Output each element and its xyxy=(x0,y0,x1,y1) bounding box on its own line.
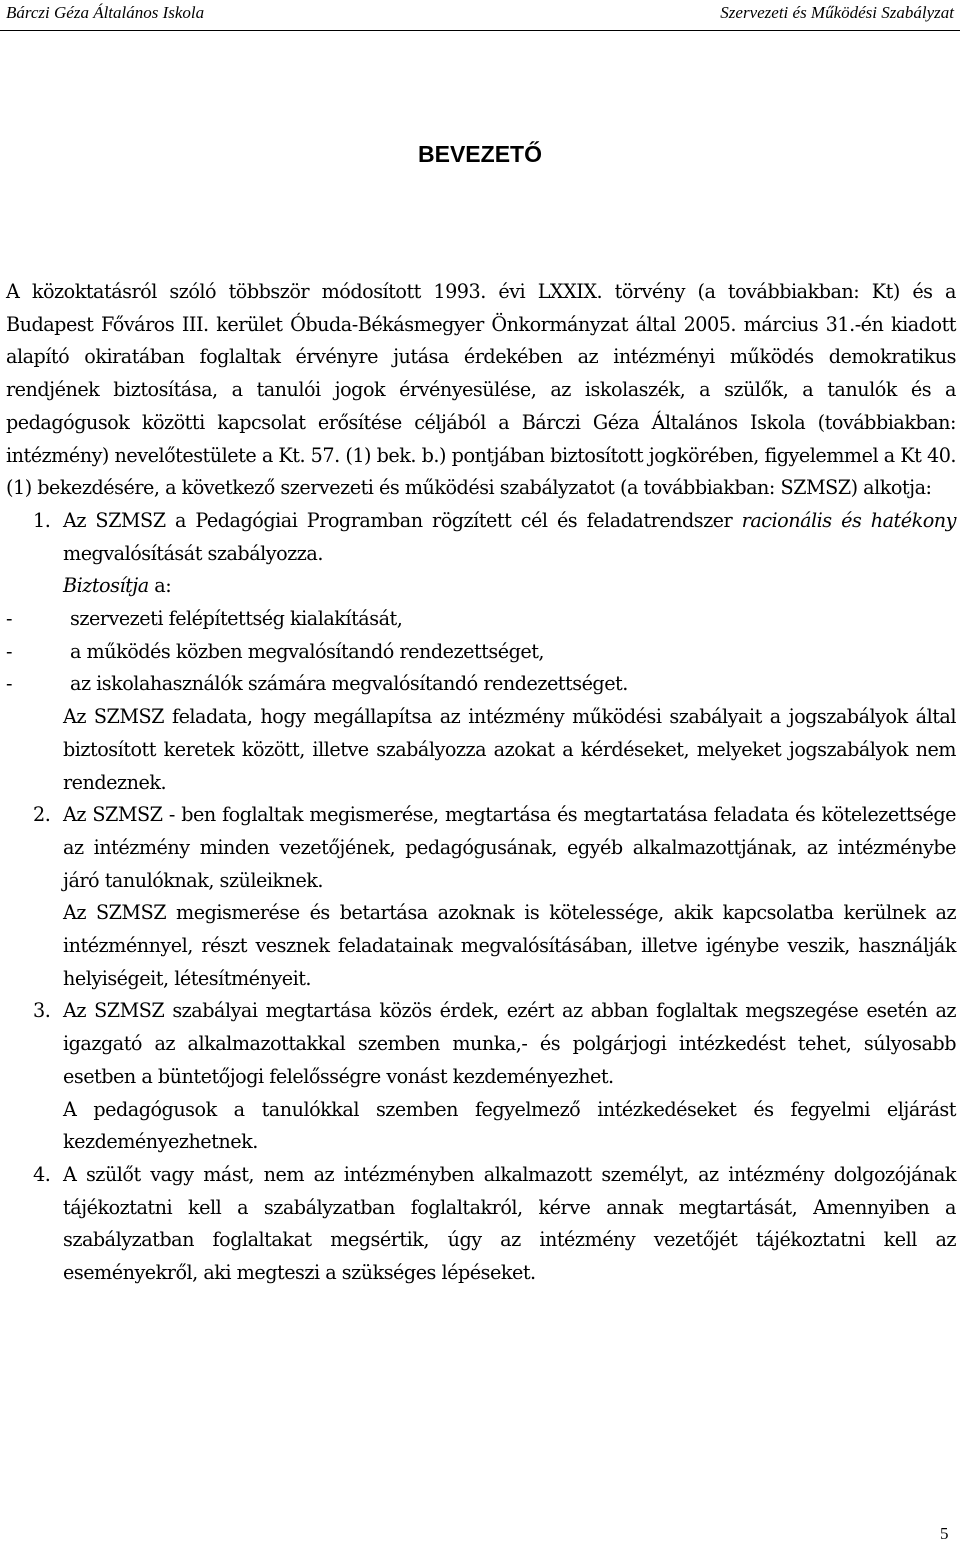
page-number: 5 xyxy=(940,1524,949,1543)
section-item-4 xyxy=(6,1159,956,1290)
item-number: 2. xyxy=(33,803,51,827)
dash-item: - az iskolahasználók számára megvalósítandó rendezettséget. xyxy=(6,668,956,701)
item-number: 3. xyxy=(33,999,51,1023)
item-text: A szülőt vagy mást, nem az intézményben alkalmazott személyt, az intézmény dolgozójának tájékoztatni kell a szabályzatban foglaltakról, kérve annak megtartását, Amennyiben a szabályzatban foglaltakat megsértik, úgy az intézmény vezetőjét tájékoztatni kell az eseményekről, aki megteszi a szükséges lépéseket. xyxy=(63,1162,956,1285)
page-title: BEVEZETŐ xyxy=(418,141,542,167)
section-item-2 xyxy=(6,799,956,897)
dash-marker: - xyxy=(6,639,12,663)
section-item-3 xyxy=(6,995,956,1093)
italic-emphasis: racionális és hatékony xyxy=(741,508,956,532)
section-item-1 xyxy=(6,505,956,570)
dash-marker: - xyxy=(6,607,12,631)
dash-item: - szervezeti felépítettség kialakítását, xyxy=(6,603,956,636)
page-header xyxy=(0,0,960,31)
header-school-name: Bárczi Géza Általános Iskola xyxy=(6,3,205,22)
dash-marker: - xyxy=(6,672,12,696)
item-number: 1. xyxy=(33,508,51,532)
biztositja-line: Biztosítja a: xyxy=(63,574,172,598)
header-document-name: Szervezeti és Működési Szabályzat xyxy=(720,3,954,22)
item-text: Az SZMSZ - ben foglaltak megismerése, megtartása és megtartatása feladata és kötelezettsége az intézmény minden vezetőjének, pedagógusának, egyéb alkalmazottjának, az intézménybe járó tanulóknak, szüleiknek. xyxy=(63,803,956,892)
item-extra-paragraph: A pedagógusok a tanulókkal szemben fegyelmező intézkedéseket és fegyelmi eljárást kezdeményezhetnek. xyxy=(63,1097,956,1154)
item-extra-paragraph: Az SZMSZ megismerése és betartása azoknak is kötelessége, akik kapcsolatba kerülnek az intézménnyel, részt vesznek feladatainak megvalósításában, illetve igénybe veszik, használják helyiségeit, létesítményeit. xyxy=(63,901,956,990)
document-body xyxy=(6,276,956,1290)
item-extra-paragraph: Az SZMSZ feladata, hogy megállapítsa az intézmény működési szabályait a jogszabályok által biztosított keretek között, illetve szabályozza azokat a kérdéseket, melyeket jogszabályok nem rendeznek. xyxy=(63,705,956,794)
intro-paragraph: A közoktatásról szóló többször módosított 1993. évi LXXIX. törvény (a továbbiakban: Kt) és a Budapest Főváros III. kerület Óbuda-Békásmegyer Önkormányzat által 2005. március 31.-én kiadott alapító okiratában foglaltak érvényre jutása érdekében az intézményi működés demokratikus rendjének biztosítása, a tanulói jogok érvényesülése, az iskolaszék, a szülők, a tanulók és a pedagógusok közötti kapcsolat erősítése céljából a Bárczi Géza Általános Iskola (továbbiakban: intézmény) nevelőtestülete a Kt. 57. (1) bek. b.) pontjában biztosított jogkörében, figyelemmel a Kt 40. (1) bekezdésére, a következő szervezeti és működési szabályzatot (a továbbiakban: SZMSZ) alkotja: xyxy=(6,280,956,500)
item-text: Az SZMSZ szabályai megtartása közös érdek, ezért az abban foglaltak megszegése esetén az igazgató az alkalmazottakkal szemben munka,- és polgárjogi intézkedést tehet, súlyosabb esetben a büntetőjogi felelősségre vonást kezdeményezhet. xyxy=(63,999,956,1088)
item-number: 4. xyxy=(33,1162,51,1186)
item-text: Az SZMSZ a Pedagógiai Programban rögzített cél és feladatrendszer racionális és hatékony megvalósítását szabályozza. xyxy=(63,508,956,565)
biztositja-label: Biztosítja xyxy=(63,574,149,598)
dash-item: - a működés közben megvalósítandó rendezettséget, xyxy=(6,636,956,669)
